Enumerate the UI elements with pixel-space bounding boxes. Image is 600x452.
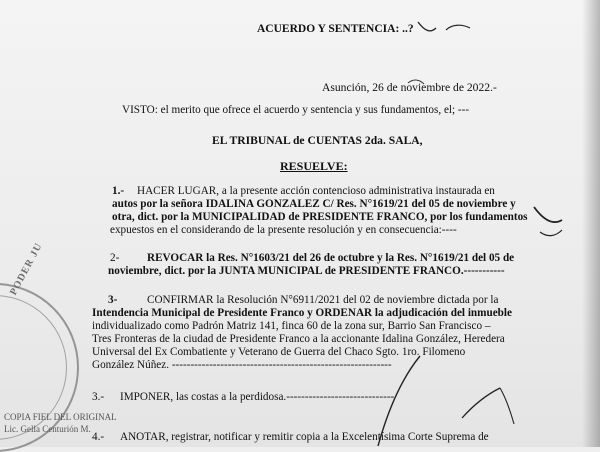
- item-3-line-2: Intendencia Municipal de Presidente Franco y ORDENAR la adjudicación del inmueble: [92, 307, 512, 319]
- item-3-line-6: González Núñez. -----------------------------------------------------------: [92, 359, 392, 371]
- item-3-line-5: Universal del Ex Combatiente y Veterano de Guerra del Chaco Sgto. 1ro. Filomeno: [92, 346, 466, 358]
- document-date: Asunción, 26 de noviembre de 2022.-: [322, 81, 497, 94]
- document-title: ACUERDO Y SENTENCIA: ..?: [257, 23, 414, 35]
- item-1-line-4: expuestos en el considerando de la presente resolución y en consecuencia:----: [110, 224, 457, 236]
- item-2-line-1: REVOCAR la Res. N°1603/21 del 26 de octubre y la Res. N°1619/21 del 05 de: [147, 252, 515, 264]
- item-1-number: 1.-: [112, 185, 125, 197]
- tribunal-heading: EL TRIBUNAL de CUENTAS 2da. SALA,: [212, 134, 423, 147]
- seal-text: PODER JU: [8, 241, 45, 298]
- item-4-number: 3.-: [92, 391, 105, 403]
- item-1-line-2: autos por la señora IDALINA GONZALEZ C/ Res. N°1619/21 del 05 de noviembre y: [112, 198, 516, 210]
- item-2-number: 2-: [110, 252, 120, 264]
- item-5-line-1: ANOTAR, registrar, notificar y remitir copia a la Excelentísima Corte Suprema de: [120, 431, 489, 443]
- item-3-line-1: CONFIRMAR la Resolución N°6911/2021 del 02 de noviembre dictada por la: [147, 294, 499, 306]
- item-2-line-2: noviembre, dict. por la JUNTA MUNICIPAL de PRESIDENTE FRANCO.-----------: [108, 265, 505, 277]
- item-5-number: 4.-: [92, 431, 105, 443]
- item-3-line-3: individualizado como Padrón Matriz 141, finca 60 de la zona sur, Barrio San Francisco –: [92, 320, 491, 332]
- item-4-line-1: IMPONER, las costas a la perdidosa.-----------------------------: [120, 391, 395, 403]
- page-edge-shadow: [582, 0, 600, 447]
- item-3-line-4: Tres Fronteras de la ciudad de Presidente Franco a la accionante Idalina González, Heredera: [92, 333, 505, 345]
- item-1-line-1: HACER LUGAR, a la presente acción contencioso administrativa instaurada en: [137, 185, 495, 197]
- item-1-line-3: otra, dict. por la MUNICIPALIDAD de PRESIDENTE FRANCO, por los fundamentos: [112, 211, 528, 223]
- resuelve-heading: RESUELVE:: [280, 159, 348, 173]
- visto-paragraph: VISTO: el merito que ofrece el acuerdo y sentencia y sus fundamentos, el; ---: [122, 104, 470, 116]
- copy-stamp: COPIA FIEL DEL ORIGINAL: [4, 412, 117, 422]
- item-3-number: 3-: [108, 294, 118, 306]
- stamp-name: Lic. Gella Centurión M.: [4, 424, 91, 434]
